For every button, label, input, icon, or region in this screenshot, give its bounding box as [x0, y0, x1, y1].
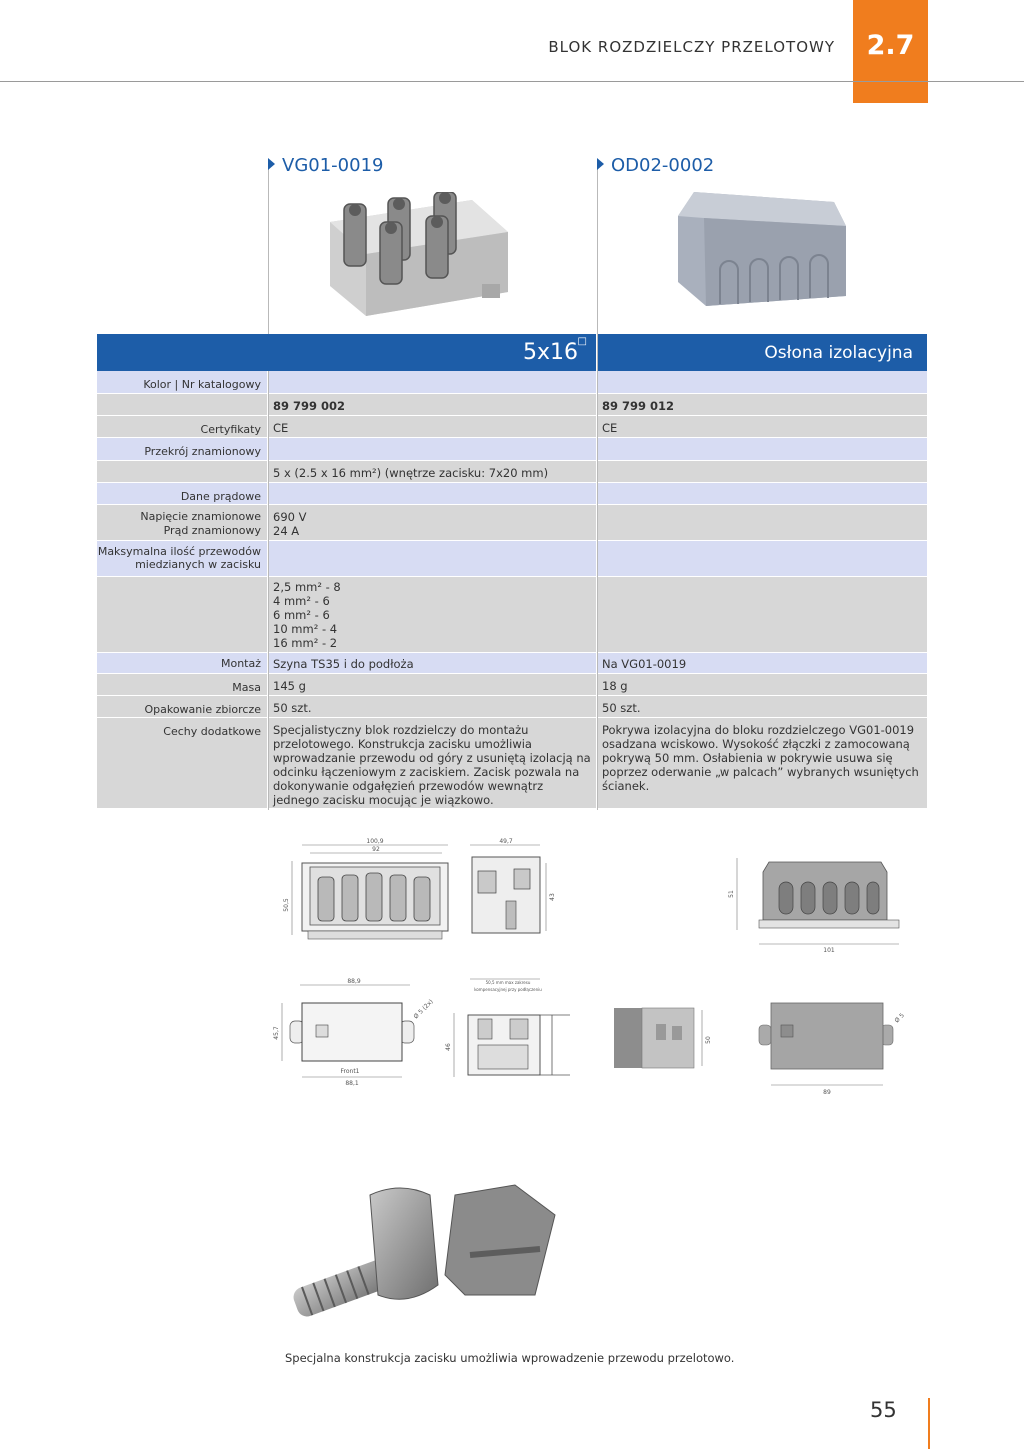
current-data-values: 690 V 24 A [269, 505, 596, 540]
mass-value-2: 18 g [598, 674, 927, 695]
table-row [97, 505, 927, 540]
product-bar-1-label: 5x16 [522, 340, 578, 365]
page-number: 55 [870, 1398, 897, 1422]
svg-text:51: 51 [728, 890, 735, 898]
table-row [97, 438, 927, 460]
figure-caption: Specjalna konstrukcja zacisku umożliwia wprowadzenie przewodu przelotowo. [285, 1351, 735, 1365]
svg-text:49,7: 49,7 [499, 838, 513, 845]
svg-text:89: 89 [823, 1089, 831, 1096]
svg-text:50: 50 [705, 1036, 712, 1044]
section-number: 2.7 [866, 30, 915, 61]
terminal-block-photo [322, 192, 514, 322]
insulation-cover-photo [674, 186, 849, 324]
table-row [97, 394, 927, 415]
svg-text:50,5: 50,5 [283, 898, 290, 912]
section-tab [853, 0, 928, 103]
row-label: Opakowanie zbiorcze [97, 696, 267, 717]
drawing-cover-side [725, 852, 915, 957]
svg-text:88,9: 88,9 [347, 978, 361, 985]
table-row [97, 653, 927, 673]
clamp-detail-photo [280, 1175, 580, 1325]
section-title: BLOK ROZDZIELCZY PRZELOTOWY [548, 38, 835, 56]
svg-text:Ø 5 (2x): Ø 5 (2x) [412, 998, 435, 1021]
drawing-rail-section [440, 975, 580, 1090]
svg-text:46: 46 [445, 1043, 452, 1051]
row-label: Kolor | Nr katalogowy [97, 371, 267, 393]
product-bar-2-label: Osłona izolacyjna [764, 343, 913, 363]
svg-text:50,5 mm max zakresu: 50,5 mm max zakresu [485, 980, 531, 985]
product-heading-2: OD02-0002 [597, 155, 714, 176]
ce-mark-2: CE [598, 416, 927, 437]
mass-value-1: 145 g [269, 674, 596, 695]
svg-text:Ø 5: Ø 5 [893, 1012, 906, 1025]
svg-text:kompensacyjnej przy podłączeni: kompensacyjnej przy podłączeniu [474, 987, 542, 992]
row-label: Cechy dodatkowe [97, 718, 267, 808]
row-label: Napięcie znamionowe Prąd znamionowy [97, 505, 267, 540]
row-label: Przekrój znamionowy [97, 438, 267, 460]
row-label: Certyfikaty [97, 416, 267, 437]
row-label: Montaż [97, 653, 267, 673]
svg-text:100,9: 100,9 [366, 838, 384, 845]
drawing-cover-top [745, 995, 925, 1100]
header-divider [0, 81, 1024, 82]
product-heading-1: VG01-0019 [268, 155, 383, 176]
drawing-side-view [464, 835, 564, 945]
row-label: Masa [97, 674, 267, 695]
drawing-top-view [270, 975, 440, 1090]
catalog-number-2: 89 799 012 [598, 394, 927, 415]
product-bar-1 [97, 334, 596, 371]
table-row [97, 461, 927, 482]
package-value-1: 50 szt. [269, 696, 596, 717]
arrow-icon [268, 158, 275, 170]
table-row [97, 483, 927, 504]
table-row [97, 371, 927, 393]
table-row [97, 674, 927, 695]
table-row [97, 416, 927, 437]
page-number-bar [928, 1398, 930, 1449]
table-row [97, 541, 927, 576]
table-row [97, 718, 927, 808]
wire-capacity-list: 2,5 mm² - 8 4 mm² - 6 6 mm² - 6 10 mm² - 4 16 mm² - 2 [269, 577, 596, 652]
row-label: Dane prądowe [97, 483, 267, 504]
mounting-value-1: Szyna TS35 i do podłoża [269, 653, 596, 673]
catalog-number-1: 89 799 002 [269, 394, 596, 415]
drawing-cover-end [612, 1004, 722, 1074]
ce-mark-1: CE [269, 416, 596, 437]
svg-text:101: 101 [823, 947, 835, 954]
mounting-value-2: Na VG01-0019 [598, 653, 927, 673]
package-value-2: 50 szt. [598, 696, 927, 717]
drawing-front-view [278, 835, 458, 945]
table-row [97, 696, 927, 717]
svg-text:88,1: 88,1 [345, 1080, 359, 1087]
features-value-1: Specjalistyczny blok rozdzielczy do montażu przelotowego. Konstrukcja zacisku umożliwia wprowadzanie przewodu od góry z usuniętą izolacją na odcinku łączeniowym z zaciskiem. Zacisk pozwala na dokonywanie odgałęzień przewodów wewnątrz jednego zacisku mocując je wiązkowo. [269, 718, 596, 808]
row-label: Maksymalna ilość przewodów miedzianych w zacisku [97, 541, 267, 576]
product-bar-2 [598, 334, 927, 371]
svg-text:92: 92 [372, 846, 380, 853]
cross-section-value: 5 x (2.5 x 16 mm²) (wnętrze zacisku: 7x20 mm) [269, 461, 596, 482]
svg-text:43: 43 [549, 893, 556, 901]
arrow-icon [597, 158, 604, 170]
table-row [97, 577, 927, 652]
svg-text:45,7: 45,7 [273, 1026, 280, 1040]
square-icon: □ [577, 336, 587, 347]
features-value-2: Pokrywa izolacyjna do bloku rozdzielczego VG01-0019 osadzana wciskowo. Wysokość złączki z zamocowaną pokrywą 50 mm. Osłabienia w pokrywie usuwa się poprzez oderwanie „w palcach” wybranych wsuniętych ścianek. [598, 718, 927, 808]
svg-text:Front1: Front1 [340, 1068, 360, 1075]
